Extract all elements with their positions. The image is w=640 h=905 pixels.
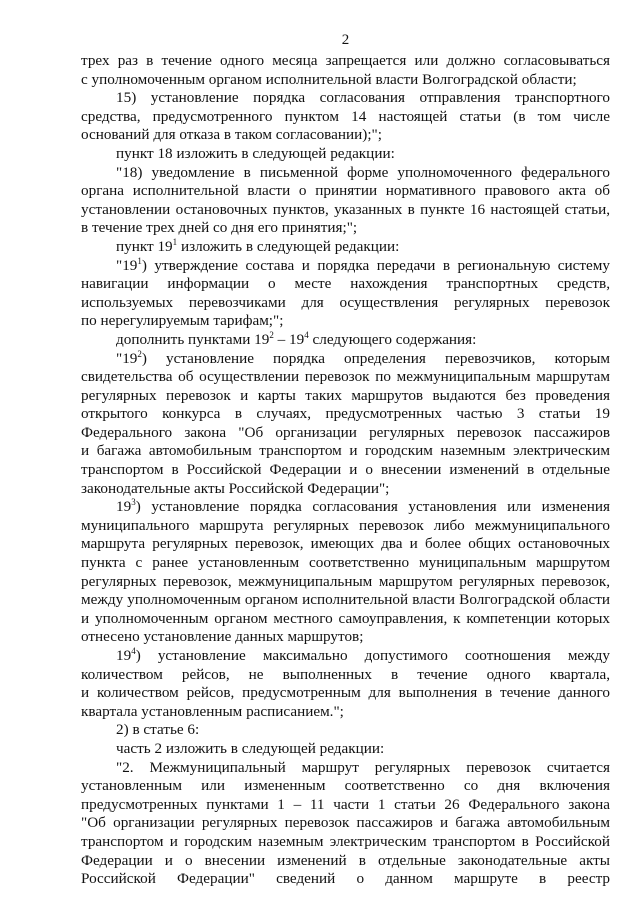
text-run: – 19 <box>273 330 305 348</box>
text-line: муниципального маршрута регулярных перевозок либо межмуниципального <box>81 516 610 534</box>
text-line <box>81 331 610 350</box>
text-line: с уполномоченным органом исполнительной власти Волгоградской области; <box>81 70 577 88</box>
text-run: ) установление порядка определения перевозчиков, которым <box>141 349 610 367</box>
page-number: 2 <box>341 32 350 48</box>
text-line: установленным или измененным соответственно со дня включения <box>81 777 610 795</box>
superscript: 4 <box>304 329 309 340</box>
superscript: 1 <box>137 255 142 266</box>
text-line: Федерации и о внесении изменений в отдельные законодательные акты <box>81 851 610 869</box>
text-line <box>81 498 610 517</box>
text-line: 15) установление порядка согласования отправления транспортного <box>116 89 610 107</box>
paragraph-item-19-2 <box>81 350 610 499</box>
paragraph-amend-19-2-4 <box>81 331 610 350</box>
text-line: отнесено установление данных маршрутов; <box>81 628 364 646</box>
paragraph-amend-18 <box>81 145 610 164</box>
text-line: используемых перевозчиками для осуществления регулярных перевозок <box>81 293 610 311</box>
text-line: по нерегулируемым тарифам;"; <box>81 312 284 330</box>
text-line: "2. Межмуниципальный маршрут регулярных перевозок считается <box>116 758 610 776</box>
paragraph-item-18 <box>81 164 610 238</box>
text-line: пункт 18 изложить в следующей редакции: <box>116 144 395 162</box>
text-line: и уполномоченным органом местного самоуправления, к компетенции которых <box>81 609 610 627</box>
text-line: транспортом в Российской Федерации и о внесении изменений в отдельные <box>81 461 610 479</box>
text-line: Российской Федерации" сведений о данном маршруте в реестр <box>81 870 610 888</box>
text-line: оснований для отказа в таком согласовании);"; <box>81 126 382 144</box>
text-run: дополнить пунктами 19 <box>116 330 270 348</box>
paragraph-amend-part-2 <box>81 740 610 759</box>
text-line: количеством рейсов, не выполненных в течение одного квартала, <box>81 665 610 683</box>
paragraph-item-19-1 <box>81 257 610 331</box>
text-run: 19 <box>116 498 132 516</box>
text-line: свидетельства об осуществлении перевозок по межмуниципальным маршрутам <box>81 368 610 386</box>
text-line: Федерального закона "Об организации регулярных перевозок пассажиров <box>81 423 610 441</box>
text-line <box>81 257 610 276</box>
text-line <box>81 350 610 369</box>
text-line: пункта с ранее установленным соответственно муниципальным маршрутом <box>81 554 610 572</box>
text-line: транспортом и городским наземным электрическим транспортом в Российской <box>81 832 610 850</box>
text-run: "19 <box>116 349 138 367</box>
text-line: "Об организации регулярных перевозок пассажиров и багажа автомобильным <box>81 814 610 832</box>
text-run: 19 <box>116 647 132 664</box>
text-line: и количеством рейсов, предусмотренным для выполнения в течение данного <box>81 684 610 702</box>
text-run: пункт 19 <box>116 237 173 255</box>
text-line: навигации информации о месте нахождения транспортных средств, <box>81 275 610 293</box>
text-line: установлении остановочных пунктов, указанных в пункте 16 настоящей статьи, <box>81 200 610 218</box>
text-line: и багажа автомобильным транспортом и городским наземным электрическим <box>81 442 610 460</box>
text-line <box>81 238 610 257</box>
text-line: открытого конкурса в случаях, предусмотренных частью 3 статьи 19 <box>81 405 610 423</box>
text-run: ) установление порядка согласования установления или изменения <box>135 498 610 516</box>
text-line: органа исполнительной власти о принятии нормативного правового акта об <box>81 182 610 200</box>
superscript: 4 <box>131 646 136 656</box>
paragraph-item-19-3 <box>81 498 610 647</box>
text-line: трех раз в течение одного месяца запрещается или должно согласовываться <box>81 52 610 69</box>
text-line: квартала установленным расписанием."; <box>81 702 344 720</box>
text-line: маршрута регулярных перевозок, имеющих два и более общих остановочных <box>81 535 610 553</box>
text-run: изложить в следующей редакции: <box>177 237 400 255</box>
text-line: законодательные акты Российской Федерации"; <box>81 479 390 497</box>
paragraph-continuation <box>81 52 610 89</box>
text-line: регулярных перевозок и карты таких маршрутов выдаются без проведения <box>81 386 610 404</box>
text-run: ) установление максимально допустимого соотношения между <box>135 647 610 664</box>
paragraph-part-2 <box>81 759 610 889</box>
superscript: 1 <box>172 236 178 247</box>
superscript: 2 <box>269 329 274 340</box>
paragraph-item-19-4 <box>81 647 610 721</box>
text-run: "19 <box>116 256 138 274</box>
text-line: предусмотренных пунктами 1 – 11 части 1 статьи 26 Федерального закона <box>81 795 610 813</box>
text-line: в течение трех дней со дня его принятия;"; <box>81 219 358 237</box>
text-run: следующего содержания: <box>308 330 477 348</box>
text-run: ) утверждение состава и порядка передачи в региональную систему <box>141 256 610 274</box>
text-line: "18) уведомление в письменной форме уполномоченного федерального <box>116 163 610 181</box>
text-line <box>81 647 610 666</box>
text-line: часть 2 изложить в следующей редакции: <box>116 739 385 757</box>
text-line: между уполномоченным органом исполнительной власти Волгоградской области <box>81 591 610 609</box>
paragraph-article-6 <box>81 721 610 740</box>
text-line: средства, предусмотренного пунктом 14 настоящей статьи (в том числе <box>81 107 610 125</box>
paragraph-amend-19-1 <box>81 238 610 257</box>
superscript: 2 <box>137 348 142 359</box>
text-line: 2) в статье 6: <box>116 721 200 739</box>
text-line: регулярных перевозок, межмуниципальным маршрутом регулярных перевозок, <box>81 572 610 590</box>
paragraph-item-15 <box>81 89 610 145</box>
superscript: 3 <box>131 497 136 508</box>
